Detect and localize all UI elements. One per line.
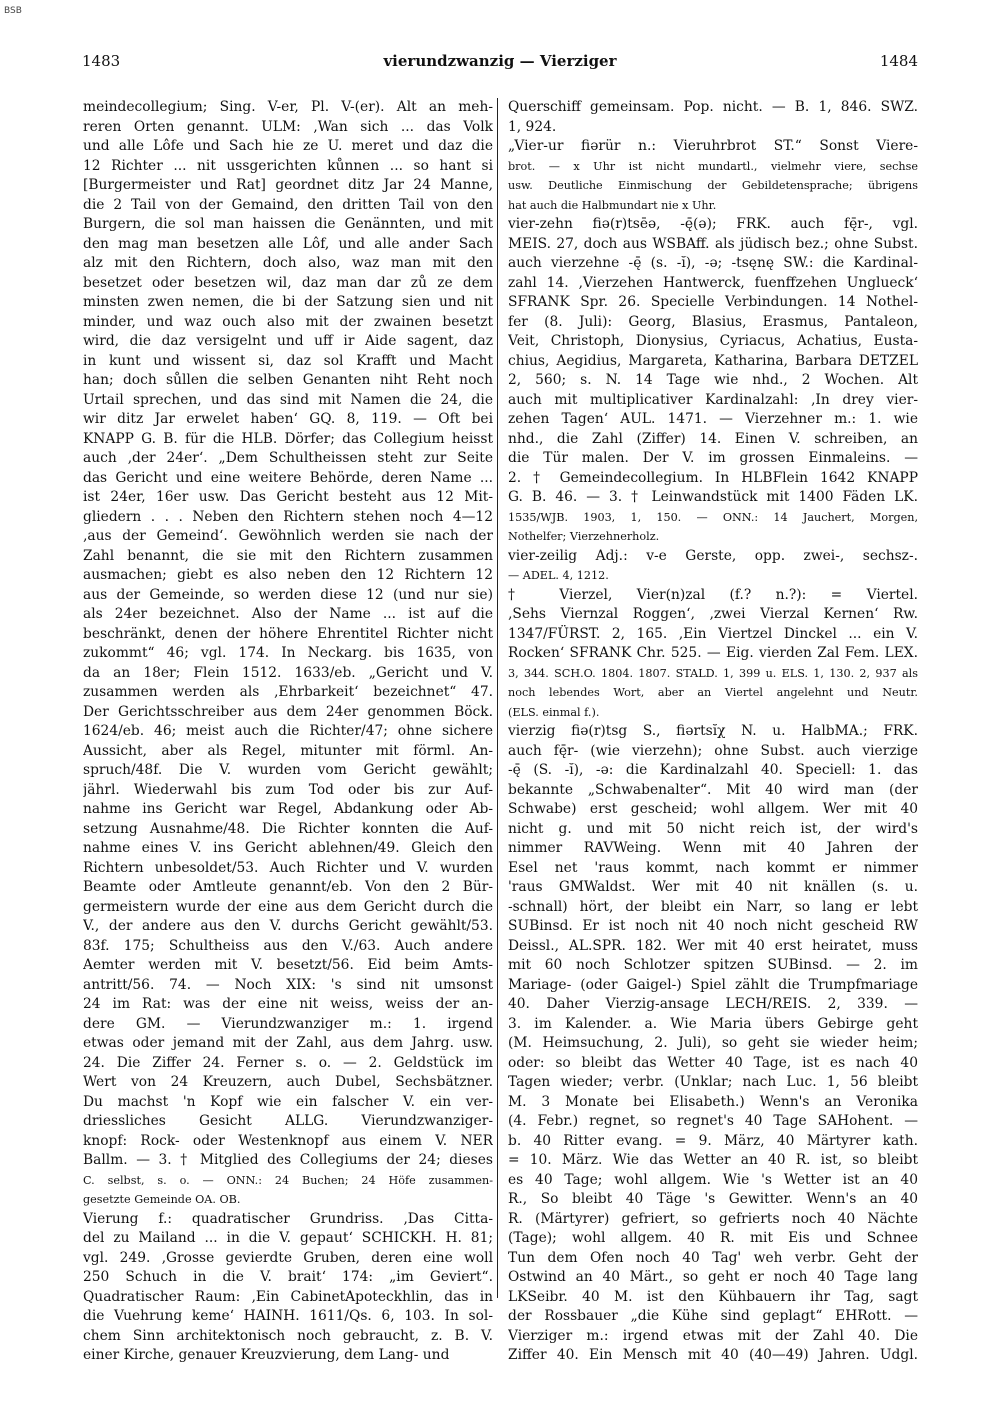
- text-line: V., der andere aus den V. durchs Gericht gewählt/53.: [83, 918, 493, 934]
- text-line: fer (8. Juli): Georg, Blasius, Erasmus, Pantaleon,: [508, 313, 918, 330]
- text-line: ‚aus der Gemeind‘. Gewöhnlich werden sie nach der: [83, 528, 493, 544]
- text-line: das Gericht und eine weitere Behörde, deren Name ...: [83, 469, 493, 486]
- text-line: in kunt und wissent si, daz sol Krafft und Macht: [83, 352, 493, 369]
- text-line: den mag man besetzen alle Lôf, und alle ander Sach: [83, 235, 493, 252]
- text-line: vierzig fiə(r)tsg S., fiərtsĭχ N. u. HalbMA.; FRK.: [508, 723, 918, 739]
- text-line: 3, 344. SCH.O. 1804. 1807. STALD. 1, 399 u. ELS. 1, 130. 2, 937 als: [508, 666, 918, 680]
- text-line: LKSeibr. 40 M. ist den Kühbauern ihr Tag, sagt: [508, 1288, 918, 1305]
- text-line: 2, 560; s. N. 14 Tage wie nhd., 2 Wochen. Alt: [508, 372, 918, 388]
- text-line: knopf: Rock- oder Westenknopf aus einem V. NER: [83, 1132, 493, 1149]
- text-line: gesetzte Gemeinde OA. OB.: [83, 1193, 241, 1206]
- text-line: Deissl., AL.SPR. 182. Wer mit 40 erst heiratet, muss: [508, 937, 918, 954]
- text-line: zukommt“ 46; vgl. 174. In Neckarg. bis 1635, von: [83, 645, 493, 661]
- text-line: auch ‚der 24er‘. „Dem Schultheissen steht zur Seite: [83, 450, 493, 466]
- text-line: Aussicht, aber als Regel, mitunter mit förml. An-: [83, 742, 493, 759]
- text-line: Tun dem Ofen noch 40 Tag' weh verbr. Geht der: [508, 1249, 918, 1266]
- text-line: jährl. Wiederwahl bis zum Tod oder bis zur Auf-: [83, 781, 493, 798]
- text-line: SFRANK Spr. 26. Specielle Verbindungen. 14 Nothel-: [508, 294, 918, 310]
- text-line: 1, 924.: [508, 118, 557, 135]
- text-line: Nothelfer; Vierzehnerholz.: [508, 530, 660, 543]
- text-line: die Vuehrung keme‘ HAINH. 1611/Qs. 6, 103. In sol-: [83, 1308, 493, 1324]
- text-line: zahl 14. ‚Vierzehen Hantwerck, fuenffzehen Unglueck‘: [508, 274, 918, 291]
- text-line: 2. † Gemeindecollegium. In HLBFlein 1642 KNAPP: [508, 469, 918, 486]
- text-line: chem Sinn architektonisch noch gebraucht, z. B. V.: [83, 1327, 493, 1344]
- text-line: spruch/48f. Die V. wurden vom Gericht gewählt;: [83, 762, 493, 778]
- text-line: „Vier-ur fiərür n.: Vieruhrbrot ST.“ Sonst Viere-: [508, 138, 918, 154]
- text-line: nicht g. und mit 50 nicht reich ist, der wird's: [508, 820, 918, 837]
- text-line: es 40 Tage; wohl allgem. Wie 's Wetter ist an 40: [508, 1171, 918, 1188]
- text-line: einer Kirche, genauer Kreuzvierung, dem Lang- und: [83, 1347, 450, 1363]
- text-line: ‚Sehs Viernzal Roggen‘, ‚zwei Vierzal Kernen‘ Rw.: [508, 606, 918, 622]
- left-column: [83, 98, 493, 1366]
- library-mark: BSB: [4, 6, 22, 16]
- text-line: Du machst 'n Kopf wie ein falscher V. ein ver-: [83, 1093, 493, 1110]
- text-line: Vierung f.: quadratischer Grundriss. ‚Das Citta-: [83, 1210, 493, 1227]
- text-line: setzung Ausnahme/48. Die Richter konnten die Auf-: [83, 820, 493, 837]
- text-line: Rocken‘ SFRANK Chr. 525. — Eig. vierden Zal Fem. LEX.: [508, 645, 918, 661]
- text-line: minder, und waz ouch also mit der zwainen besetzt: [83, 313, 493, 330]
- left-page-number: 1483: [82, 52, 121, 70]
- text-line: wir ditz Jar erwelet haben‘ GQ. 8, 119. — Oft bei: [83, 411, 493, 427]
- text-line: 1624/eb. 46; meist auch die Richter/47; ohne sichere: [83, 723, 493, 739]
- text-line: (M. Heimsuchung, 2. Juli), so geht sie wieder heim;: [508, 1035, 918, 1051]
- text-line: antritt/56. 74. — Noch XIX: 's sind nit umsonst: [83, 976, 493, 993]
- text-line: der Rossbauer „die Kühe sind geplagt“ EHRott. —: [508, 1308, 918, 1324]
- text-line: 1347/FÜRST. 2, 165. ‚Ein Viertzel Dinckel ... ein V.: [508, 625, 918, 642]
- text-line: Aemter werden mit V. besetzt/56. Eid beim Amts-: [83, 957, 493, 973]
- text-line: Ballm. — 3. † Mitglied des Collegiums der 24; dieses: [83, 1152, 493, 1168]
- text-line: brot. — x Uhr ist nicht mundartl., vielmehr viere, sechse: [508, 159, 918, 173]
- text-line: da an 18er; Flein 1512. 1633/eb. „Gericht und V.: [83, 664, 493, 681]
- text-line: MEIS. 27, doch aus WSBAff. als jüdisch bez.; ohne Subst.: [508, 235, 918, 252]
- text-line: etwas oder jemand mit der Zahl, aus dem Jahrg. usw.: [83, 1035, 493, 1051]
- text-line: wird, die daz versigelnt und uff ir Aide sagent, daz: [83, 333, 493, 349]
- text-line: besetzet oder besetzen wil, daz man dar zů ze dem: [83, 274, 493, 291]
- text-line: C. selbst, s. o. — ONN.: 24 Buchen; 24 Höfe zusammen-: [83, 1173, 493, 1187]
- text-line: die 2 Tail von der Gemaind, den dritten Tail von den: [83, 196, 493, 213]
- text-line: Vierziger m.: irgend etwas mit der Zahl 40. Die: [508, 1327, 918, 1344]
- text-line: auch vierzehne -ę̄ (s. -ĭ), -ə; -tsęnę SW.: die Kardinal-: [508, 255, 918, 271]
- text-line: als 24er bezeichnet. Also der Name ... ist auf die: [83, 606, 493, 622]
- text-line: b. 40 Ritter evang. = 9. März, 40 Märtyrer kath.: [508, 1132, 918, 1149]
- text-line: 24 im Rat: was der eine nit weiss, weiss der an-: [83, 996, 493, 1012]
- text-line: vgl. 249. ‚Grosse gevierdte Gruben, deren eine woll: [83, 1249, 493, 1266]
- text-line: nhd., die Zahl (Ziffer) 14. Einen V. schreiben, an: [508, 430, 918, 447]
- text-line: die Tür malen. Der V. im grossen Einmaleins. —: [508, 450, 918, 466]
- text-line: Der Gerichtsschreiber aus dem 24er genommen Böck.: [83, 703, 493, 720]
- right-column: [508, 98, 918, 1366]
- text-line: Wert von 24 Kreuzern, auch Dubel, Sechsbätzner.: [83, 1074, 493, 1090]
- text-line: -schnall) hört, der bleibt ein Narr, so lang er lebt: [508, 898, 918, 915]
- text-line: Querschiff gemeinsam. Pop. nicht. — B. 1, 846. SWZ.: [508, 99, 918, 115]
- text-line: Burgern, die sol man haissen die Genännten, und mit: [83, 216, 493, 232]
- text-line: nimmer RAVWeing. Wenn mit 40 Jahren der: [508, 840, 918, 856]
- text-line: 1535/WJB. 1903, 1, 150. — ONN.: 14 Jauchert, Morgen,: [508, 510, 918, 524]
- text-line: auch mit multiplicativer Kardinalzahl: ‚In drey vier-: [508, 391, 918, 408]
- text-line: (ELS. einmal f.).: [508, 705, 600, 719]
- text-line: reren Orten genannt. ULM: ‚Wan sich ... das Volk: [83, 118, 493, 135]
- text-line: (4. Febr.) regnet, so regnet's 40 Tage SAHohent. —: [508, 1113, 918, 1129]
- text-line: Mariage- (oder Gaigel-) Spiel zählt die Trumpfmariage: [508, 976, 918, 993]
- text-line: Veit, Christoph, Dionysius, Cyriacus, Achatius, Eusta-: [508, 333, 918, 349]
- text-line: -ę̄ (S. -ĭ), -ə: die Kardinalzahl 40. Speciell: 1. das: [508, 762, 918, 778]
- text-line: usw. Deutliche Einmischung der Gebildetensprache; übrigens: [508, 179, 918, 192]
- text-line: noch lebendes Wort, aber an Viertel angelehnt und Neutr.: [508, 686, 918, 699]
- text-line: Tagen wieder; verbr. (Unklar; nach Luc. 1, 56 bleibt: [508, 1074, 918, 1090]
- text-line: Beamte oder Amtleute genannt/eb. Von den 2 Bür-: [83, 879, 493, 895]
- text-line: 3. im Kalender. a. Wie Maria übers Gebirge geht: [508, 1015, 918, 1032]
- text-line: Richtern unbesoldet/53. Auch Richter und V. wurden: [83, 859, 493, 876]
- text-line: = 10. März. Wie das Wetter an 40 R. ist, so bleibt: [508, 1152, 918, 1168]
- text-line: G. B. 46. — 3. † Leinwandstück mit 1400 Fäden LK.: [508, 489, 918, 505]
- text-line: dere GM. — Vierundzwanziger m.: 1. irgend: [83, 1015, 493, 1032]
- text-line: KNAPP G. B. für die HLB. Dörfer; das Collegium heisst: [83, 430, 493, 447]
- text-line: R. (Märtyrer) gefriert, so gefrierts noch 40 Nächte: [508, 1210, 918, 1227]
- text-line: Ziffer 40. Ein Mensch mit 40 (40—49) Jahren. Udgl.: [508, 1347, 918, 1363]
- text-line: mit 60 noch Schlotzer spitzen SUBinsd. — 2. im: [508, 957, 918, 973]
- text-line: aus der Gemeinde, so werden diese 12 (und nur sie): [83, 586, 493, 603]
- text-line: Esel net 'raus kommt, nach kommt er nimmer: [508, 859, 918, 876]
- text-line: 250 Schuch in die V. brait‘ 174: „im Geviert“.: [83, 1269, 493, 1285]
- text-line: nahme ins Gericht war Regel, Abdankung oder Ab-: [83, 801, 493, 817]
- text-line: † Vierzel, Vier(n)zal (f.? n.?): = Viertel.: [508, 586, 918, 603]
- text-line: Quadratischer Raum: ‚Ein CabinetApoteckhlin, das in: [83, 1288, 493, 1305]
- text-line: 24. Die Ziffer 24. Ferner s. o. — 2. Geldstück im: [83, 1054, 493, 1071]
- column-divider: [497, 98, 498, 1298]
- text-line: Schwabe) erst gescheid; wohl allgem. Wer mit 40: [508, 801, 918, 817]
- text-line: nahme eines V. ins Gericht ablehnen/49. Gleich den: [83, 840, 493, 856]
- text-line: 12 Richter ... nit ussgerichten kůnnen ... so hant si: [83, 157, 493, 174]
- right-page-number: 1484: [879, 52, 918, 70]
- page-header: [82, 52, 918, 72]
- running-title: vierundzwanzig — Vierziger: [383, 52, 617, 70]
- text-line: vier-zeilig Adj.: v-e Gerste, opp. zwei-, sechsz-.: [508, 547, 918, 564]
- text-line: minsten zwen nemen, die bi der Satzung sien und nit: [83, 294, 493, 310]
- text-line: oder: so bleibt das Wetter 40 Tage, ist es nach 40: [508, 1054, 918, 1071]
- text-line: bekannte „Schwabenalter“. Mit 40 wird man (der: [508, 781, 918, 798]
- text-line: auch fę̄r- (wie vierzehn); ohne Subst. auch vierzige: [508, 742, 918, 759]
- text-line: beschränkt, denen der höhere Ehrentitel Richter nicht: [83, 625, 493, 642]
- text-line: (Tage); wohl allgem. 40 R. mit Eis und Schnee: [508, 1230, 918, 1246]
- text-line: meindecollegium; Sing. V-er, Pl. V-(er). Alt an meh-: [83, 99, 493, 115]
- text-line: han; doch sůllen die selben Genanten niht Reht noch: [83, 372, 493, 388]
- text-line: driessliches Gesicht ALLG. Vierundzwanziger-: [83, 1113, 493, 1129]
- text-line: germeistern wurde der eine aus dem Gericht durch die: [83, 898, 493, 915]
- text-line: 'raus GMWaldst. Wer mit 40 nit knällen (s. u.: [508, 879, 918, 895]
- text-line: M. 3 Monate bei Elisabeth.) Wenn's an Veronika: [508, 1093, 918, 1110]
- text-line: 83f. 175; Schultheiss aus den V./63. Auch andere: [83, 937, 493, 954]
- text-line: gliedern . . . Neben den Richtern stehen noch 4—12: [83, 508, 493, 525]
- text-line: ausmachen; giebt es also neben den 12 Richtern 12: [83, 567, 493, 583]
- text-line: Ostwind an 40 Märt., so geht er noch 40 Tage lang: [508, 1269, 918, 1285]
- text-line: und alle Lôfe und Sach hie ze U. meret und daz die: [83, 138, 493, 154]
- text-line: SUBinsd. Er ist noch nit 40 noch nicht gescheid RW: [508, 918, 918, 934]
- text-line: alz mit den Richtern, doch also, waz man mit den: [83, 255, 493, 271]
- text-line: [Burgermeister und Rat] geordnet ditz Jar 24 Manne,: [83, 177, 493, 193]
- text-line: Zahl benannt, die sie mit den Richtern zusammen: [83, 547, 493, 564]
- text-line: ist 24er, 16er usw. Das Gericht besteht aus 12 Mit-: [83, 489, 493, 505]
- text-line: 40. Daher Vierzig-ansage LECH/REIS. 2, 339. —: [508, 996, 918, 1012]
- text-line: chius, Aegidius, Margareta, Katharina, Barbara DETZEL: [508, 352, 918, 369]
- text-line: R., So bleibt 40 Täge 's Gewitter. Wenn's an 40: [508, 1191, 918, 1207]
- text-line: vier-zehn fiə(r)tsēə, -ę̄(ə); FRK. auch fę̄r-, vgl.: [508, 216, 918, 232]
- text-line: Urtail sprechen, und das sind mit Namen die 24, die: [83, 391, 493, 408]
- text-line: zusammen werden als ‚Ehrbarkeit‘ bezeichnet“ 47.: [83, 684, 493, 700]
- text-line: hat auch die Halbmundart nie x Uhr.: [508, 198, 717, 212]
- text-line: del zu Mailand ... in die V. gepaut‘ SCHICKH. H. 81;: [83, 1230, 493, 1246]
- text-line: — ADEL. 4, 1212.: [508, 569, 609, 582]
- text-line: zehen Tagen‘ AUL. 1471. — Vierzehner m.: 1. wie: [508, 411, 918, 427]
